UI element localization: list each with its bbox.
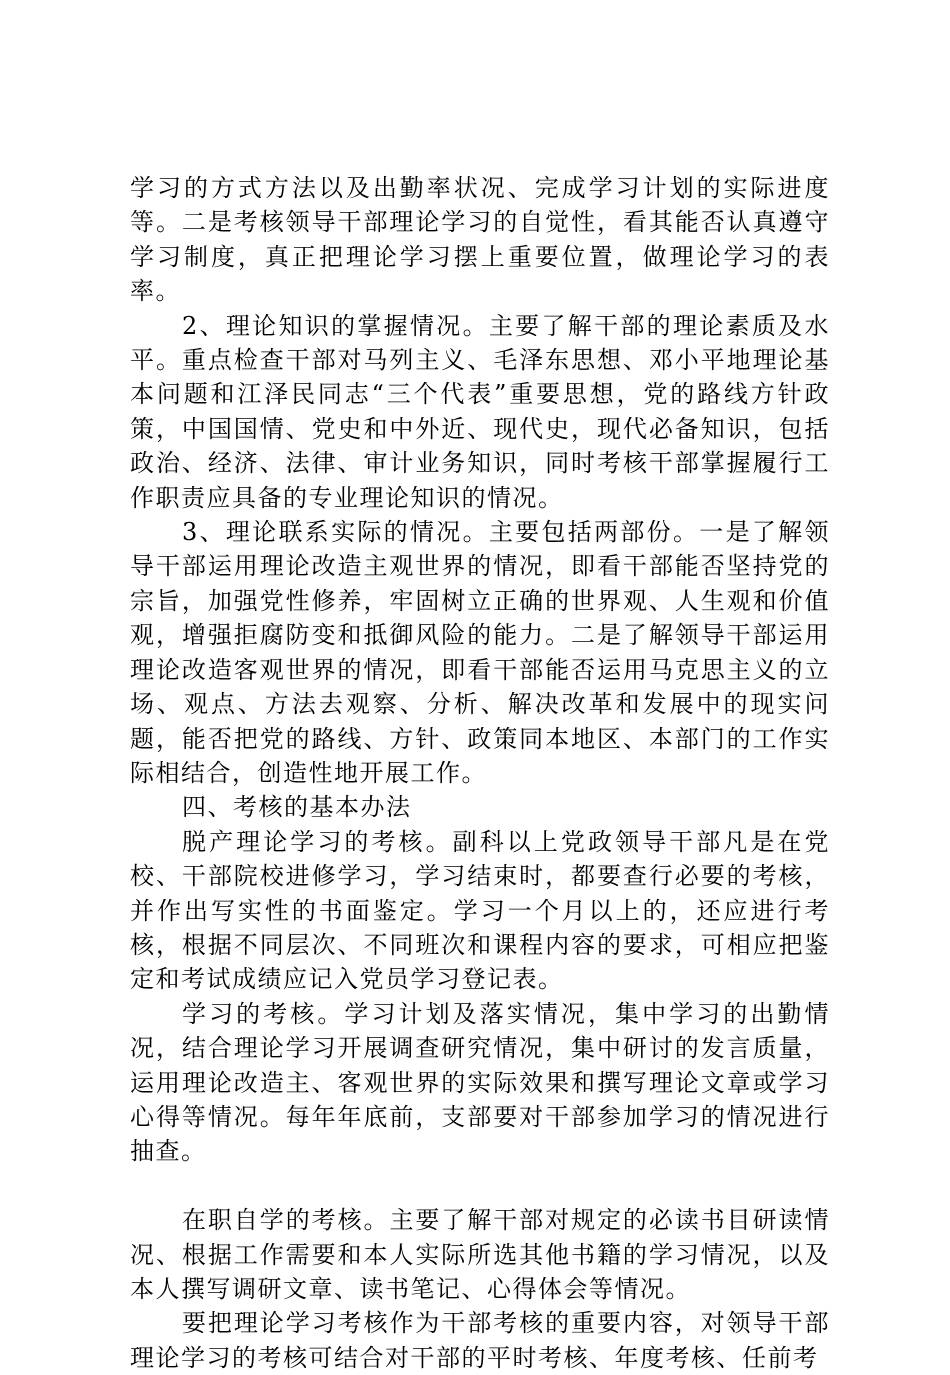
blank-line [130, 1169, 830, 1203]
paragraph-2: 2、理论知识的掌握情况。主要了解干部的理论素质及水平。重点检查干部对马列主义、毛泽东思想、邓小平地理论基本问题和江泽民同志“三个代表”重要思想，党的路线方针政策，中国国情、党史和中外近、现代史，现代必备知识，包括政治、经济、法律、审计业务知识，同时考核干部掌握履行工作职责应具备的专业理论知识的情况。 [130, 311, 830, 512]
section-heading: 四、考核的基本办法 [182, 793, 412, 822]
paragraph-1: 学习的方式方法以及出勤率状况、完成学习计划的实际进度等。二是考核领导干部理论学习的自觉性，看其能否认真遵守学习制度，真正把理论学习摆上重要位置，做理论学习的表率。 [130, 174, 830, 306]
paragraph-5: 脱产理论学习的考核。副科以上党政领导干部凡是在党校、干部院校进修学习，学习结束时，都要查行必要的考核，并作出写实性的书面鉴定。学习一个月以上的，还应进行考核，根据不同层次、不同班次和课程内容的要求，可相应把鉴定和考试成绩应记入党员学习登记表。 [130, 827, 830, 994]
paragraph-3: 3、理论联系实际的情况。主要包括两部份。一是了解领导干部运用理论改造主观世界的情况，即看干部能否坚持党的宗旨，加强党性修养，牢固树立正确的世界观、人生观和价值观，增强拒腐防变和抵御风险的能力。二是了解领导干部运用理论改造客观世界的情况，即看干部能否运用马克思主义的立场、观点、方法去观察、分析、解决改革和发展中的现实问题，能否把党的路线、方针、政策同本地区、本部门的工作实际相结合，创造性地开展工作。 [130, 518, 830, 787]
paragraph-8: 要把理论学习考核作为干部考核的重要内容，对领导干部理论学习的考核可结合对干部的平时考核、年度考核、任前考 [130, 1309, 830, 1372]
paragraph-7: 在职自学的考核。主要了解干部对规定的必读书目研读情况、根据工作需要和本人实际所选其他书籍的学习情况，以及本人撰写调研文章、读书笔记、心得体会等情况。 [130, 1206, 830, 1303]
paragraph-6: 学习的考核。学习计划及落实情况，集中学习的出勤情况，结合理论学习开展调查研究情况，集中研讨的发言质量，运用理论改造主、客观世界的实际效果和撰写理论文章或学习心得等情况。每年年底前，支部要对干部参加学习的情况进行抽查。 [130, 999, 830, 1166]
document-body [130, 171, 830, 1375]
